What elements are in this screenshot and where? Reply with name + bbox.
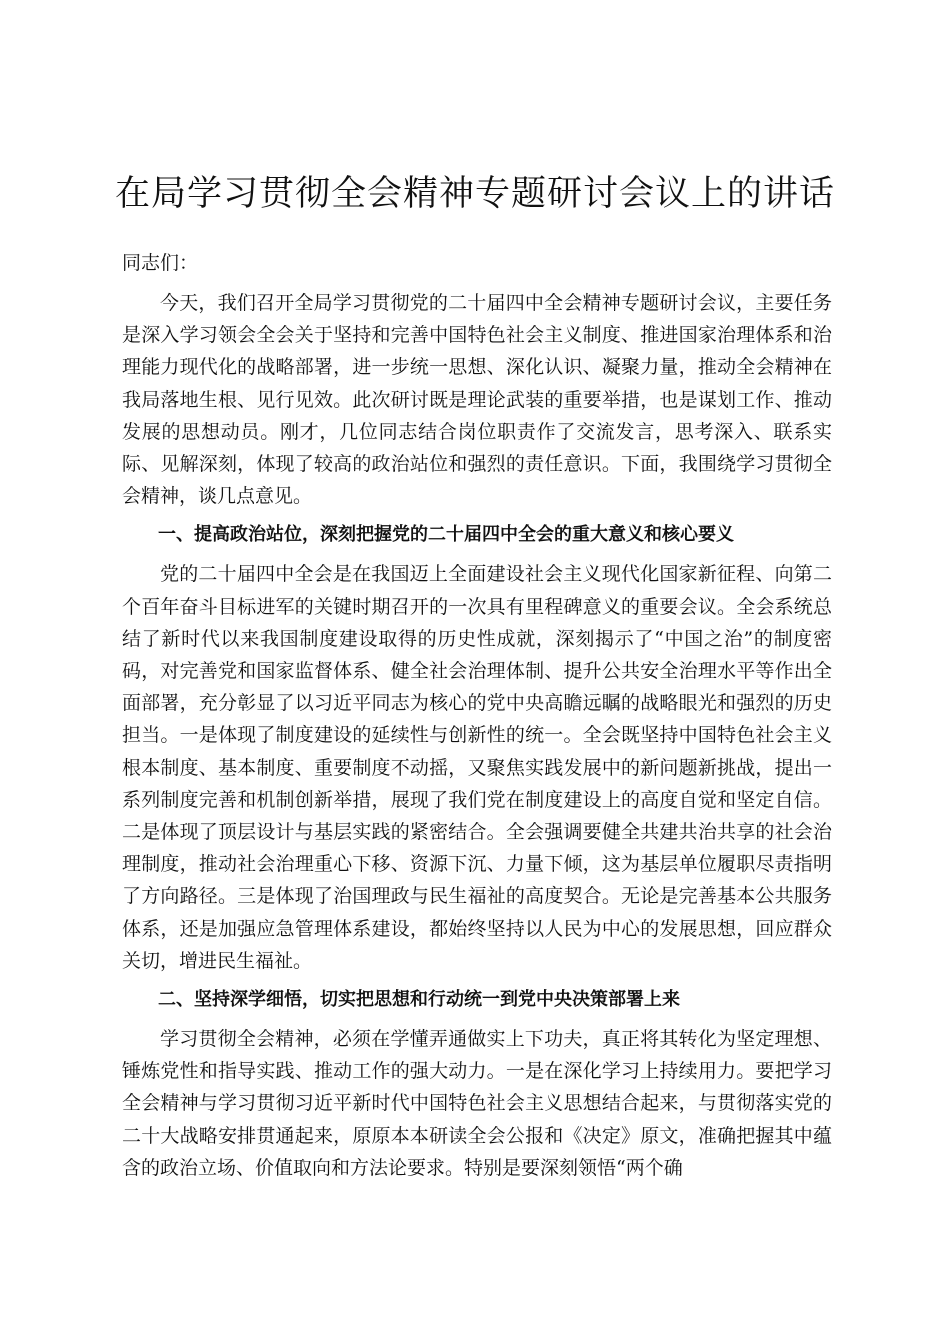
document-body <box>122 246 832 1190</box>
paragraph-intro: 今天，我们召开全局学习贯彻党的二十届四中全会精神专题研讨会议，主要任务是深入学习领会全会关于坚持和完善中国特色社会主义制度、推进国家治理体系和治理能力现代化的战略部署，进一步统一思想、深化认识、凝聚力量，推动全会精神在我局落地生根、见行见效。此次研讨既是理论武装的重要举措，也是谋划工作、推动发展的思想动员。刚才，几位同志结合岗位职责作了交流发言，思考深入、联系实际、见解深刻，体现了较高的政治站位和强烈的责任意识。下面，我围绕学习贯彻全会精神，谈几点意见。 <box>122 292 832 508</box>
document-title: 在局学习贯彻全会精神专题研讨会议上的讲话 <box>114 174 835 214</box>
paragraph-section-2: 学习贯彻全会精神，必须在学懂弄通做实上下功夫，真正将其转化为坚定理想、锤炼党性和指导实践、推动工作的强大动力。一是在深化学习上持续用力。要把学习全会精神与学习贯彻习近平新时代中国特色社会主义思想结合起来，与贯彻落实党的二十大战略安排贯通起来，原原本本研读全会公报和《决定》原文，准确把握其中蕴含的政治立场、价值取向和方法论要求。特别是要深刻领悟“两个确 <box>122 1028 832 1179</box>
section-heading-1: 一、提高政治站位，深刻把握党的二十届四中全会的重大意义和核心要义 <box>158 524 734 546</box>
section-heading-2: 二、坚持深学细悟，切实把思想和行动统一到党中央决策部署上来 <box>158 989 680 1011</box>
paragraph-section-1: 党的二十届四中全会是在我国迈上全面建设社会主义现代化国家新征程、向第二个百年奋斗目标进军的关键时期召开的一次具有里程碑意义的重要会议。全会系统总结了新时代以来我国制度建设取得的历史性成就，深刻揭示了“中国之治”的制度密码，对完善党和国家监督体系、健全社会治理体制、提升公共安全治理水平等作出全面部署，充分彰显了以习近平同志为核心的党中央高瞻远瞩的战略眼光和强烈的历史担当。一是体现了制度建设的延续性与创新性的统一。全会既坚持中国特色社会主义根本制度、基本制度、重要制度不动摇，又聚焦实践发展中的新问题新挑战，提出一系列制度完善和机制创新举措，展现了我们党在制度建设上的高度自觉和坚定自信。二是体现了顶层设计与基层实践的紧密结合。全会强调要健全共建共治共享的社会治理制度，推动社会治理重心下移、资源下沉、力量下倾，这为基层单位履职尽责指明了方向路径。三是体现了治国理政与民生福祉的高度契合。无论是完善基本公共服务体系，还是加强应急管理体系建设，都始终坚持以人民为中心的发展思想，回应群众关切，增进民生福祉。 <box>122 563 832 972</box>
salutation: 同志们： <box>122 252 199 274</box>
